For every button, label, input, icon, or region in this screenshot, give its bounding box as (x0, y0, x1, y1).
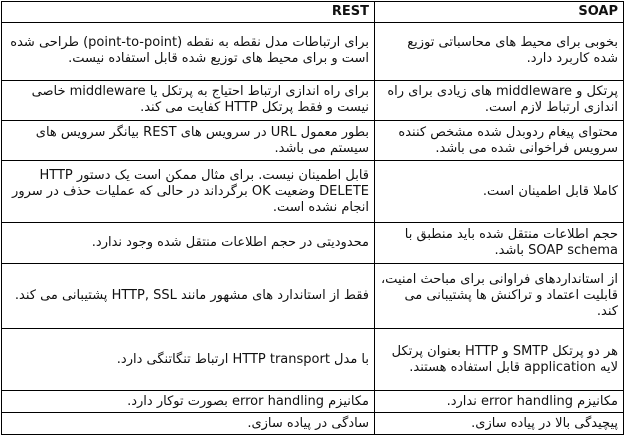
rest-cell: سادگی در پیاده سازی. (2, 413, 375, 435)
rest-cell: برای ارتباطات مدل نقطه به نقطه (point-to-point) طراحی شده است و برای محیط های توزیع شده قابل استفاده نیست. (2, 22, 375, 80)
rest-soap-comparison-table (1, 1, 624, 435)
header-soap: SOAP (375, 2, 624, 23)
soap-cell: از استانداردهای فراوانی برای مباحث امنیت، قابلیت اعتماد و تراکنش ها پشتیبانی می کند. (375, 263, 624, 328)
table-row (2, 161, 624, 223)
soap-cell: پرتکل و middleware های زیادی برای راه اندازی ارتباط لازم است. (375, 80, 624, 120)
soap-cell: بخوبی برای محیط های محاسباتی توزیع شده کاربرد دارد. (375, 22, 624, 80)
rest-cell: مکانیزم error handling بصورت توکار دارد. (2, 391, 375, 413)
table-row (2, 329, 624, 391)
rest-cell: با مدل HTTP transport ارتباط تنگاتنگی دارد. (2, 329, 375, 391)
table-row (2, 263, 624, 328)
soap-cell: پیچیدگی بالا در پیاده سازی. (375, 413, 624, 435)
soap-cell: مکانیزم error handling ندارد. (375, 391, 624, 413)
soap-cell: کاملا قابل اطمینان است. (375, 161, 624, 223)
rest-cell: محدودیتی در حجم اطلاعات منتقل شده وجود ندارد. (2, 223, 375, 263)
header-rest: REST (2, 2, 375, 23)
rest-cell: برای راه اندازی ارتباط احتیاج به پرتکل یا middleware خاصی نیست و فقط پرتکل HTTP کفایت می کند. (2, 80, 375, 120)
soap-cell: محتوای پیغام ردوبدل شده مشخص کننده سرویس فراخوانی شده می باشد. (375, 120, 624, 160)
soap-cell: هر دو پرتکل SMTP و HTTP بعنوان پرتکل لایه application قابل استفاده هستند. (375, 329, 624, 391)
table-row (2, 120, 624, 160)
soap-cell: حجم اطلاعات منتقل شده باید منطبق با SOAP schema باشد. (375, 223, 624, 263)
rest-cell: بطور معمول URL در سرویس های REST بیانگر سرویس های سیستم می باشد. (2, 120, 375, 160)
table-row (2, 22, 624, 80)
table-row (2, 391, 624, 413)
rest-cell: فقط از استاندارد های مشهور مانند HTTP, SSL پشتیبانی می کند. (2, 263, 375, 328)
header-row (2, 2, 624, 23)
table-row (2, 223, 624, 263)
table-row (2, 80, 624, 120)
rest-cell: قابل اطمینان نیست. برای مثال ممکن است یک دستور HTTP DELETE وضعیت OK برگرداند در حالی که عملیات حذف در سرور انجام نشده است. (2, 161, 375, 223)
table-row (2, 413, 624, 435)
comparison-table-container (1, 1, 623, 435)
